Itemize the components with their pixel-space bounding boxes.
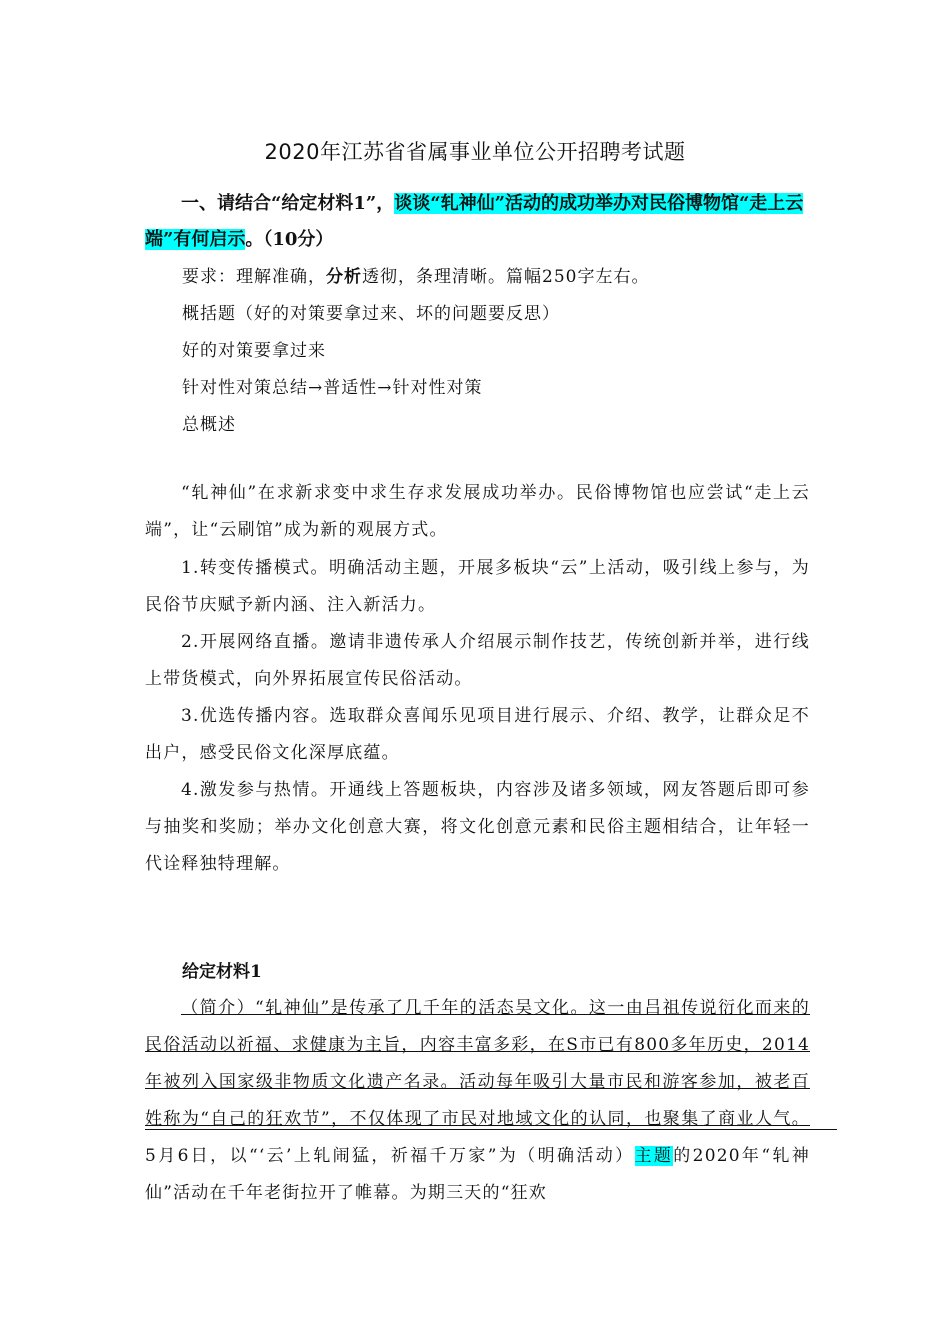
requirements-after: 透彻，条理清晰。篇幅250字左右。 [362,267,650,287]
note-line: 概括题（好的对策要拿过来、坏的问题要反思） [182,304,560,324]
requirements-bold: 分析 [326,267,362,287]
answer-point [145,550,810,624]
requirements-line [182,262,649,287]
answer-point [145,698,810,772]
material-highlight: 主题 [634,1146,674,1166]
note-line: 总概述 [182,415,236,435]
question-prefix: 一、请结合“给定材料1”， [181,193,395,214]
underline-rule [145,1129,837,1130]
question-1 [145,186,815,258]
answer-intro [145,475,810,549]
answer-point-text: 3.优选传播内容。选取群众喜闻乐见项目进行展示、介绍、教学，让群众足不出户，感受民俗文化深厚底蕴。 [145,706,810,763]
material-paragraph [145,990,810,1212]
answer-point-text: 4.激发参与热情。开通线上答题板块，内容涉及诸多领域，网友答题后即可参与抽奖和奖励；举办文化创意大赛，将文化创意元素和民俗主题相结合，让年轻一代诠释独特理解。 [145,780,810,874]
material-underlined: （简介）“轧神仙”是传承了几千年的活态吴文化。这一由吕祖传说衍化而来的民俗活动以祈福、求健康为主旨，内容丰富多彩，在S市已有800多年历史，2014年被列入国家级非物质文化遗产名录。活动每年吸引大量市民和游客参加，被老百姓称为“自己的狂欢节”，不仅体现了市民对地域文化的认同，也聚集了商业人气。 [145,998,810,1129]
material-text-1: 5月6日，以“‘云’上轧闹猛，祈福千万家”为（明确活动） [145,1146,635,1166]
answer-intro-text: “轧神仙”在求新求变中求生存求发展成功举办。民俗博物馆也应尝试“走上云端”，让“云刷馆”成为新的观展方式。 [145,483,810,540]
question-highlight: 谈谈“轧神仙”活动的成功举办对民俗博物馆“走上云端”有何启示 [145,193,804,250]
requirements-before: 要求：理解准确， [182,267,326,287]
material-heading: 给定材料1 [182,962,262,982]
answer-point [145,772,810,883]
answer-point-text: 1.转变传播模式。明确活动主题，开展多板块“云”上活动，吸引线上参与，为民俗节庆赋予新内涵、注入新活力。 [145,558,810,615]
note-line: 好的对策要拿过来 [182,341,326,361]
note-line: 针对性对策总结→普适性→针对性对策 [182,378,483,398]
answer-point-text: 2.开展网络直播。邀请非遗传承人介绍展示制作技艺，传统创新并举，进行线上带货模式，向外界拓展宣传民俗活动。 [145,632,810,689]
question-suffix: 。（10分） [245,229,334,250]
page-title: 2020年江苏省省属事业单位公开招聘考试题 [264,140,686,164]
material-text-2: 的2020年“轧神仙”活动在千年老街拉开了帷幕。为期三天的“狂欢 [145,1146,810,1203]
answer-point [145,624,810,698]
